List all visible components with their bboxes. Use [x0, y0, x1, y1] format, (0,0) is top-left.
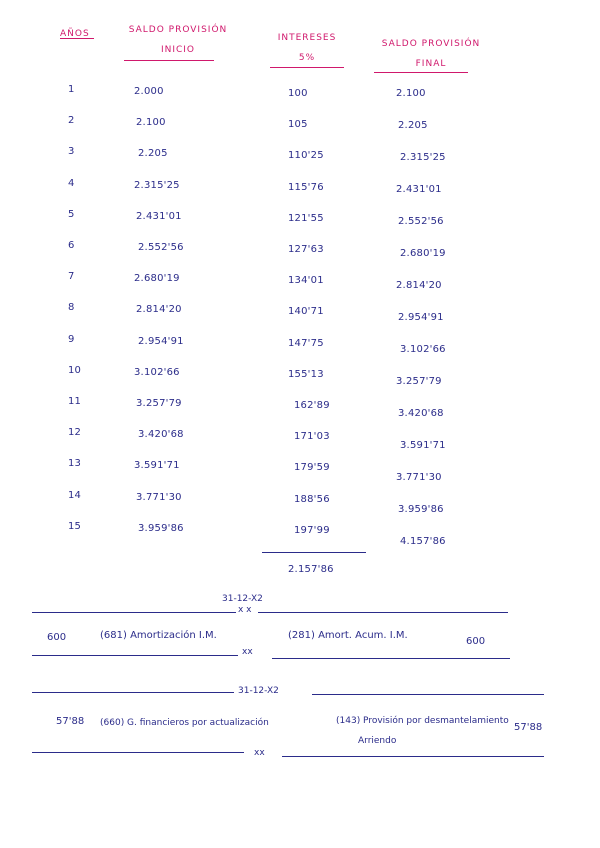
header-saldo-inicio: SALDO PROVISIÓN INICIO [128, 25, 228, 55]
row-8-saldo-inicio: 2.814'20 [136, 304, 182, 316]
row-3-saldo-inicio: 2.205 [138, 148, 168, 160]
row-13-year: 13 [68, 458, 82, 470]
entry1-credit-amount: 600 [466, 636, 486, 647]
row-9-saldo-final: 3.102'66 [400, 344, 446, 355]
row-7-intereses: 134'01 [288, 275, 324, 287]
entry2-credit-account: (143) Provisión por desmantelamiento [336, 716, 509, 726]
entry2-debit-account: (660) G. financieros por actualización [100, 718, 269, 728]
row-10-saldo-final: 3.257'79 [396, 376, 442, 387]
row-5-year: 5 [68, 208, 75, 220]
entry2-top-rule-right [312, 694, 544, 695]
row-14-saldo-inicio: 3.771'30 [136, 491, 182, 503]
row-8-saldo-final: 2.954'91 [398, 312, 444, 323]
row-11-year: 11 [68, 396, 82, 407]
row-2-saldo-inicio: 2.100 [136, 117, 166, 129]
row-4-year: 4 [68, 177, 75, 189]
row-15-saldo-final: 4.157'86 [400, 536, 446, 547]
entry1-credit-account: (281) Amort. Acum. I.M. [288, 630, 408, 641]
row-11-saldo-inicio: 3.257'79 [136, 398, 182, 409]
row-7-saldo-inicio: 2.680'19 [134, 273, 180, 285]
row-7-year: 7 [68, 271, 75, 283]
row-14-saldo-final: 3.959'86 [398, 504, 444, 515]
row-5-intereses: 121'55 [288, 212, 324, 224]
entry2-top-rule-left [32, 692, 234, 693]
entry2-bottom-rule-right [282, 756, 544, 757]
row-6-year: 6 [68, 240, 75, 251]
row-15-year: 15 [68, 520, 82, 532]
row-5-saldo-final: 2.552'56 [398, 216, 444, 227]
row-9-intereses: 147'75 [288, 337, 324, 349]
row-4-saldo-inicio: 2.315'25 [134, 179, 180, 191]
row-11-saldo-final: 3.420'68 [398, 408, 444, 419]
row-3-saldo-final: 2.315'25 [400, 152, 446, 163]
header-saldo-inicio-underline [124, 60, 214, 61]
total-rule [262, 552, 366, 553]
header-anos: AÑOS [60, 29, 90, 39]
entry2-bottom-marks: xx [254, 748, 265, 758]
row-12-intereses: 171'03 [294, 431, 330, 443]
entry2-debit-amount: 57'88 [56, 716, 85, 727]
entry1-debit-account: (681) Amortización I.M. [100, 630, 217, 641]
row-2-saldo-final: 2.205 [398, 120, 428, 131]
row-2-intereses: 105 [288, 119, 308, 131]
entry1-date-marks: x x [238, 605, 252, 615]
entry1-date: 31-12-X2 [222, 594, 263, 604]
row-13-saldo-inicio: 3.591'71 [134, 460, 180, 472]
header-intereses: INTERESES 5% [277, 33, 337, 63]
row-3-year: 3 [68, 146, 75, 158]
entry1-top-rule-left [32, 612, 236, 613]
entry1-top-rule-right [258, 612, 508, 613]
row-1-intereses: 100 [288, 88, 308, 99]
row-6-saldo-inicio: 2.552'56 [138, 242, 184, 253]
row-13-intereses: 179'59 [294, 462, 330, 474]
row-3-intereses: 110'25 [288, 150, 324, 162]
row-1-year: 1 [68, 84, 75, 95]
row-14-year: 14 [68, 489, 82, 501]
row-6-saldo-final: 2.680'19 [400, 248, 446, 259]
row-8-year: 8 [68, 302, 75, 314]
entry1-bottom-rule-right [272, 658, 510, 659]
row-5-saldo-inicio: 2.431'01 [136, 210, 182, 222]
header-anos-underline [60, 38, 94, 39]
row-10-saldo-inicio: 3.102'66 [134, 366, 180, 378]
row-15-saldo-inicio: 3.959'86 [138, 522, 184, 534]
entry2-bottom-rule-left [32, 752, 244, 753]
row-9-year: 9 [68, 333, 75, 345]
row-13-saldo-final: 3.771'30 [396, 472, 442, 483]
entry1-debit-amount: 600 [47, 632, 67, 643]
header-saldo-final: SALDO PROVISIÓN FINAL [381, 39, 481, 69]
entry1-bottom-marks: xx [242, 647, 253, 657]
row-12-year: 12 [68, 427, 82, 439]
row-14-intereses: 188'56 [294, 493, 330, 505]
entry1-bottom-rule-left [32, 655, 238, 656]
row-10-year: 10 [68, 364, 82, 376]
row-9-saldo-inicio: 2.954'91 [138, 335, 184, 347]
row-1-saldo-final: 2.100 [396, 88, 426, 99]
row-15-intereses: 197'99 [294, 524, 330, 536]
row-7-saldo-final: 2.814'20 [396, 280, 442, 291]
row-12-saldo-inicio: 3.420'68 [138, 429, 184, 441]
entry2-date: 31-12-X2 [238, 686, 279, 696]
header-intereses-underline [270, 67, 344, 68]
row-1-saldo-inicio: 2.000 [134, 86, 164, 97]
row-6-intereses: 127'63 [288, 244, 324, 255]
row-2-year: 2 [68, 115, 75, 127]
row-10-intereses: 155'13 [288, 368, 324, 380]
entry2-credit-amount: 57'88 [514, 722, 543, 733]
entry2-credit-account-cont: Arriendo [358, 736, 397, 746]
row-4-intereses: 115'76 [288, 181, 324, 193]
row-8-intereses: 140'71 [288, 306, 324, 318]
row-12-saldo-final: 3.591'71 [400, 440, 446, 451]
row-4-saldo-final: 2.431'01 [396, 184, 442, 195]
total-intereses: 2.157'86 [288, 564, 334, 575]
header-saldo-final-underline [374, 72, 468, 73]
row-11-intereses: 162'89 [294, 400, 330, 411]
